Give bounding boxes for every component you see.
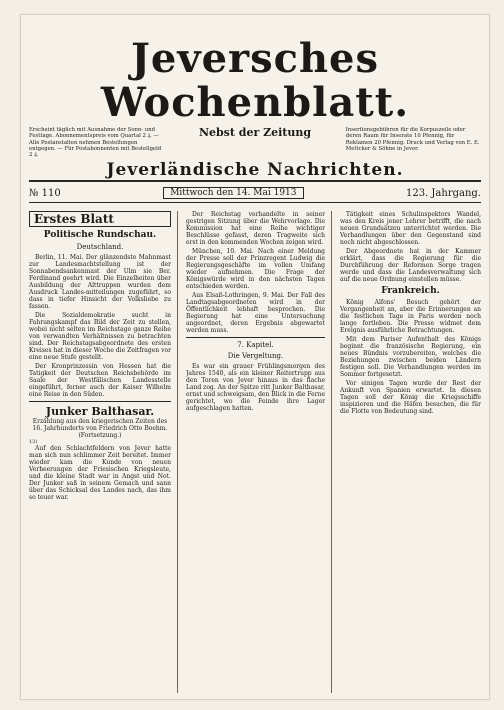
serial-number: 13)	[29, 439, 38, 445]
article-paragraph: Der Reichstag verhandelte in seiner gestrigen Sitzung über die Wehrvorlage. Die Kommission hat eine Reihe wichtiger Beschlüsse gefasst, deren Tragweite sich erst in den kommenden Wochen zeigen wird.	[185, 211, 326, 246]
advertising-info: Insertionsgebühren für die Korpuszeile oder deren Raum für Inserate 10 Pfennig, für Reklamen 20 Pfennig. Druck und Verlag von E. E. Mettcker & Söhne in Jever.	[345, 127, 480, 152]
column-right	[340, 211, 481, 693]
serial-continuation: (Fortsetzung.)	[78, 432, 122, 439]
chapter-title: 7. Kapitel.	[237, 341, 274, 349]
chapter-subtitle: Die Vergeltung.	[227, 352, 284, 360]
issue-date: Mittwoch den 14. Mai 1913	[163, 187, 303, 199]
article-paragraph: Der Kronprinzessin von Hessen hat die Tatigkeit der Deutschen Reichsbehörde im Saale der Westfälischen Landesstelle eingeführt, ferner auch der Kaiser Wilhelm eine Reise in den Süden.	[29, 363, 171, 398]
chapter-paragraph: Es war ein grauer Frühlingsmorgen des Jahres 1540, als ein kleiner Reitertrupp aus den Toren von Jever hinaus in das flache Land zog. An der Spitze ritt Junker Balthasar, ernst und schweigsam, den Blick in die Ferne gerichtet, wo die Feinde ihre Lager aufgeschlagen hatten.	[185, 363, 326, 412]
section-label: Erstes Blatt	[29, 211, 171, 227]
newspaper-page	[20, 14, 490, 700]
article-paragraph: München, 10. Mai. Nach einer Meldung der Presse soll der Prinzregent Ludwig die Regierungsgeschäfte im vollen Umfang wieder aufnehmen. Die Frage der Königswürde wird in den nächsten Tagen entschieden werden.	[185, 248, 326, 290]
section-divider	[29, 401, 171, 402]
serial-title: Junker Balthasar.	[45, 405, 155, 418]
article-paragraph: Tätigkeit eines Schulinspektors Wandel, was den Kreis jener Lehrer betrifft, die nach neuen Grundsätzen unterrichtet werden. Die Verhandlungen über den Gegenstand sind noch nicht abgeschlossen.	[340, 211, 481, 246]
section-subheading: Deutschland.	[76, 243, 124, 251]
section-heading: Politische Rundschau.	[43, 230, 157, 240]
masthead-subhead	[29, 127, 481, 158]
masthead-title: Jeversches Wochenblatt.	[100, 35, 410, 126]
article-paragraph: Aus Elsaß-Lothringen, 9. Mai. Der Fall des Landtagsabgeordneten wird in der Öffentlichkeit lebhaft besprochen. Die Regierung hat eine Untersuchung angeordnet, deren Ergebnis abgewartet werden muss.	[185, 292, 326, 334]
supplement-title: Jeverländische Nachrichten.	[106, 160, 404, 181]
issue-bar	[29, 184, 481, 202]
top-rule	[29, 180, 481, 182]
issue-year: 123. Jahrgang.	[405, 187, 481, 199]
article-paragraph: König Alfons' Besuch gehört der Vergangenheit an, aber die Erinnerungen an die festlichen Tage in Paris werden noch lange fortleben. Die Presse widmet dem Ereignis ausführliche Betrachtungen.	[340, 299, 481, 334]
issue-number: № 110	[29, 187, 61, 199]
article-columns	[29, 211, 481, 693]
masthead-tagline: Nebst der Zeitung	[198, 126, 312, 139]
section-divider	[186, 337, 325, 338]
serial-paragraph: Auf den Schlachtfeldern von Jever hatte man sich nun schlimmer Zeit bereitet. Immer wieder kam die Kunde von neuen Verheerungen der Friesischen Kriegsleute, und die kleine Stadt war in Angst und Not. Der Junker saß in seinem Gemach und sann über das Schicksal des Landes nach, das ihm so teuer war.	[29, 445, 171, 501]
article-paragraph: Der Abgeordnete hat in der Kammer erklärt, dass die Regierung für die Durchführung der Reformen Sorge tragen werde und dass die Landesverwaltung sich auf die neue Ordnung einstellen müsse.	[340, 248, 481, 283]
column-middle	[186, 211, 332, 693]
page-inner	[29, 21, 481, 693]
serial-subtitle: Erzählung aus den kriegerischen Zeiten des 16. Jahrhunderts von Friedrich Otto Boehm.	[32, 418, 168, 432]
column-left	[29, 211, 178, 693]
article-paragraph: Berlin, 11. Mai. Der glänzendste Mahnmast zur Landesmachtstellung ist der Sonnabendsankenmast der Ulm sie Ber. Ferdinand geehrt wird. Die Einzelheiten über Ausbildung der Alttruppen wurden dem Ausdruck Landes-mitteilungen zugeführt, so dass in tiefer Hinsicht der Volksliebe zu fassen.	[29, 254, 171, 310]
article-paragraph: Die Sozialdemokratie sucht in Fahrungskampf das Bild der Zeit zu stellen, wobei nicht selten im Reichstage ganze Reihe von verwandten Verhältnissen zu betrachten sind. Der Reichstagsabgeordnete des ersten Kreises hat in dieser Woche die Zeitfragen vor eine neue Stufe gestellt.	[29, 312, 171, 361]
section-heading: Frankreich.	[381, 286, 440, 296]
subscription-info: Erscheint täglich mit Ausnahme der Sonn- und Festtage. Abonnementspreis vom Quartal 2 ₰. — Alle Postanstalten nehmen Bestellungen entgegen. — Für Postabonnenten mit Bestellgeld 2 ₰.	[29, 127, 162, 159]
bottom-rule	[29, 202, 481, 203]
article-paragraph: Mit dem Pariser Aufenthalt des Königs beginnt die französische Regierung, ein neues Bündnis vorzubereiten, welches die Beziehungen zwischen beiden Ländern festigen soll. Die Verhandlungen werden im Sommer fortgesetzt.	[340, 336, 481, 378]
article-paragraph: Vor einigen Tagen wurde der Rest der Ankunft von Spanien erwartet. In diesen Tagen soll der König die Kriegsschiffe inspizieren und die Häfen besuchen, die für die Flotte von Bedeutung sind.	[340, 380, 481, 415]
